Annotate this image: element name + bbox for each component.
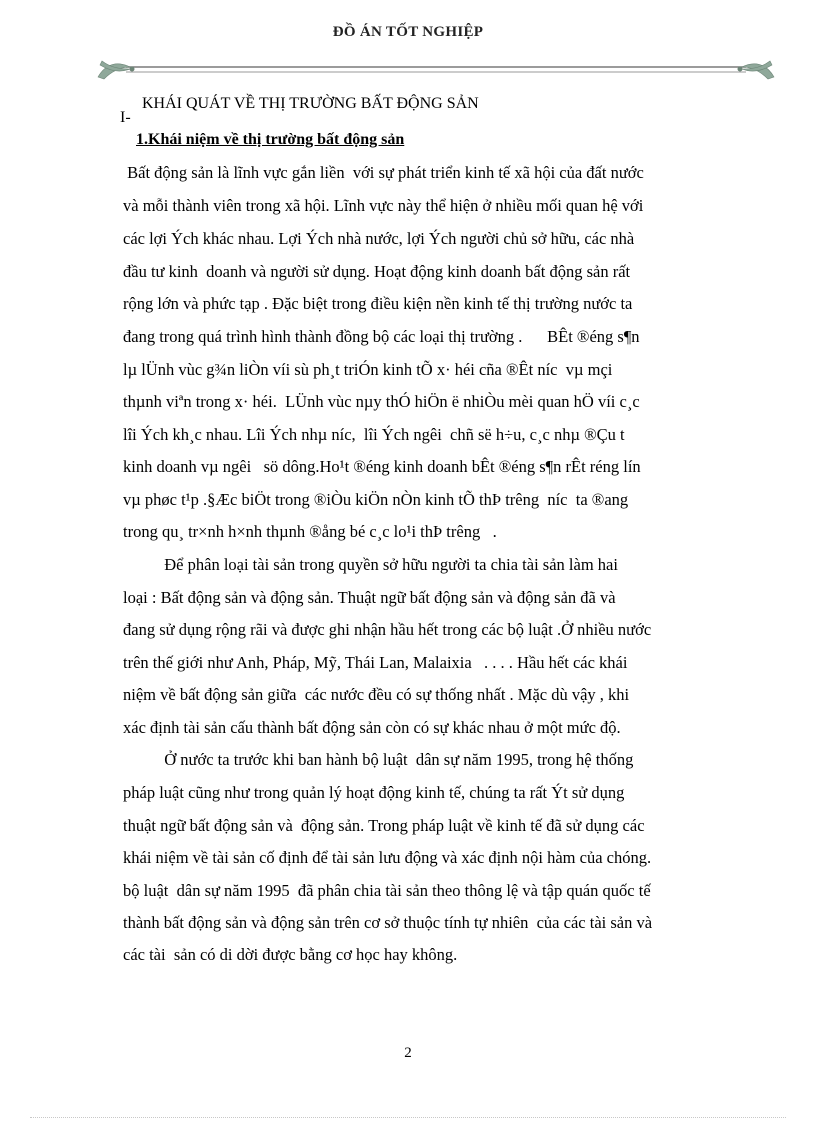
body-line: vµ phøc t¹p .§Æc biÖt trong ®iÒu kiÖn nÒn kinh tÕ thÞ trêng níc ta ®ang [123, 490, 629, 509]
footer-dotted-rule [30, 1117, 786, 1118]
header-ornament-divider [96, 55, 776, 85]
body-line: đầu tư kinh doanh và người sử dụng. Hoạt động kinh doanh bất động sản rất [123, 262, 631, 281]
body-line: đang sử dụng rộng rãi và được ghi nhận hầu hết trong các bộ luật .Ở nhiều nước [123, 620, 652, 639]
body-line: các tài sản có di dời được bằng cơ học hay không. [123, 945, 458, 964]
body-line: khái niệm về tài sản cố định để tài sản lưu động và xác định nội hàm của chóng. [123, 848, 652, 867]
body-line: thuật ngữ bất động sản và động sản. Trong pháp luật về kinh tế đã sử dụng các [123, 816, 645, 835]
body-line: các lợi Ých khác nhau. Lợi Ých nhà nước, lợi Ých người chủ sở hữu, các nhà [123, 229, 635, 248]
document-header-title: ĐỒ ÁN TỐT NGHIỆP [332, 24, 484, 40]
body-line: và mỗi thành viên trong xã hội. Lĩnh vực này thể hiện ở nhiều mối quan hệ với [123, 196, 644, 215]
section-numeral: I- [120, 109, 131, 126]
body-line: niệm về bất động sản giữa các nước đều có sự thống nhất . Mặc dù vậy , khi [123, 685, 630, 704]
body-line: Để phân loại tài sản trong quyền sở hữu người ta chia tài sản làm hai [123, 555, 618, 574]
body-line: trong qu¸ tr×nh h×nh thµnh ®ång bé c¸c lo¹i thÞ trêng . [123, 522, 497, 541]
body-line: bộ luật dân sự năm 1995 đã phân chia tài sản theo thông lệ và tập quán quốc tế [123, 881, 651, 900]
body-line: kinh doanh vµ ngêi sö dông.Ho¹t ®éng kinh doanh bÊt ®éng s¶n rÊt réng lín [123, 457, 641, 476]
section-title: KHÁI QUÁT VỀ THỊ TRƯỜNG BẤT ĐỘNG SẢN [142, 95, 479, 112]
body-line: loại : Bất động sản và động sản. Thuật ngữ bất động sản và động sản đã và [123, 588, 616, 607]
body-line: rộng lớn và phức tạp . Đặc biệt trong điều kiện nền kinh tế thị trường nước ta [123, 294, 633, 313]
body-line: lµ lÜnh vùc g¾n liÒn víi sù ph¸t triÓn kinh tÕ x· héi cña ®Êt níc vµ mçi [123, 360, 613, 379]
body-line: Bất động sản là lĩnh vực gắn liền với sự phát triển kinh tế xã hội của đất nước [123, 163, 644, 182]
body-line: Ở nước ta trước khi ban hành bộ luật dân sự năm 1995, trong hệ thống [123, 750, 634, 769]
subsection-title: 1.Khái niệm về thị trường bất động sản [136, 131, 405, 148]
page-number: 2 [404, 1045, 412, 1061]
body-line: lîi Ých kh¸c nhau. Lîi Ých nhµ níc, lîi Ých ngêi chñ së h÷u, c¸c nhµ ®Çu t [123, 425, 625, 444]
body-line: thµnh viªn trong x· héi. LÜnh vùc nµy thÓ hiÖn ë nhiÒu mèi quan hÖ víi c¸c [123, 392, 640, 411]
body-line: pháp luật cũng như trong quản lý hoạt động kinh tế, chúng ta rất Ýt sử dụng [123, 783, 625, 802]
body-line: thành bất động sản và động sản trên cơ sở thuộc tính tự nhiên của các tài sản và [123, 913, 653, 932]
body-line: trên thế giới như Anh, Pháp, Mỹ, Thái Lan, Malaixia . . . . Hầu hết các khái [123, 653, 628, 672]
body-line: xác định tài sản cấu thành bất động sản còn có sự khác nhau ở một mức độ. [123, 718, 621, 737]
body-line: đang trong quá trình hình thành đồng bộ các loại thị trường . BÊt ®éng s¶n [123, 327, 640, 346]
